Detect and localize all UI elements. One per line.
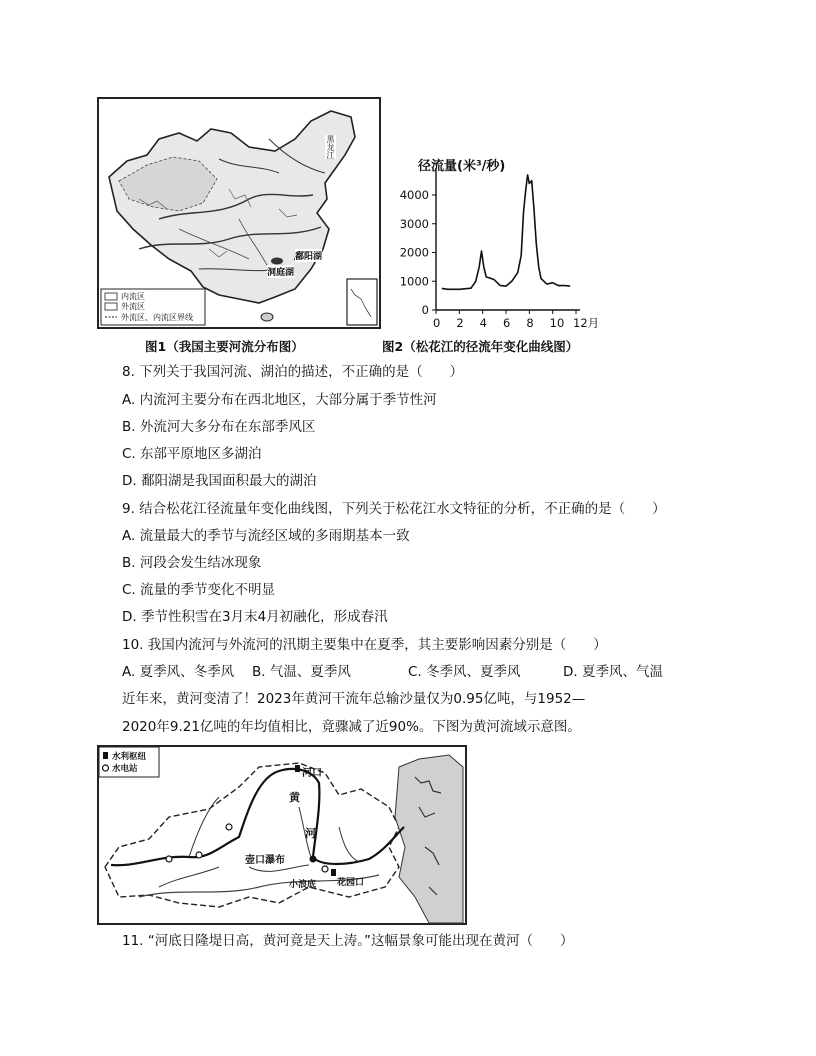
q8-option-d: D. 鄱阳湖是我国面积最大的湖泊 (122, 473, 317, 489)
q8-option-b: B. 外流河大多分布在东部季风区 (122, 419, 316, 435)
q8-stem: 8. 下列关于我国河流、湖泊的描述，不正确的是（ ） (122, 364, 464, 380)
y-axis-label: 径流量(米³/秒) (418, 159, 506, 174)
lake-label-poyang: 鄱阳湖 (295, 249, 322, 262)
label-huang: 黄 (289, 791, 300, 804)
label-hekou: 河口 (302, 768, 322, 779)
figure1-caption: 图1（我国主要河流分布图） (145, 339, 304, 354)
runoff-chart (390, 150, 600, 330)
q10-option-a: A. 夏季风、冬季风 (122, 664, 235, 680)
q11-stem: 11. “河底日隆堤日高，黄河竟是天上涛。”这幅景象可能出现在黄河（ ） (122, 933, 574, 949)
label-xiaolangdi: 小浪底 (289, 880, 317, 890)
figure2-caption: 图2（松花江的径流年变化曲线图） (382, 339, 579, 354)
q10-option-c: C. 冬季风、夏季风 (408, 664, 521, 680)
q9-stem: 9. 结合松花江径流量年变化曲线图，下列关于松花江水文特征的分析，不正确的是（ ） (122, 501, 666, 517)
y-tick-label: 2000 (399, 245, 429, 260)
legend-dam: 水利枢纽 (112, 752, 147, 762)
q10-option-b: B. 气温、夏季风 (252, 664, 351, 680)
y-tick-label: 0 (421, 303, 429, 317)
china-river-map (97, 97, 381, 329)
q10-stem: 10. 我国内流河与外流河的汛期主要集中在夏季，其主要影响因素分别是（ ） (122, 637, 607, 653)
q9-option-b: B. 河段会发生结冰现象 (122, 555, 262, 571)
q8-option-c: C. 东部平原地区多湖泊 (122, 446, 262, 462)
label-hukou-falls: 壶口瀑布 (245, 855, 285, 866)
x-tick-label: 10 (549, 316, 565, 330)
label-he: 河 (305, 827, 316, 840)
runoff-series-line (442, 175, 570, 289)
q9-option-d: D. 季节性积雪在3月末4月初融化，形成春汛 (122, 609, 388, 625)
x-tick-label: 8 (526, 316, 534, 330)
passage-line-1: 近年来，黄河变清了！2023年黄河干流年总输沙量仅为0.95亿吨，与1952— (122, 691, 586, 707)
q10-option-d: D. 夏季风、气温 (563, 664, 663, 680)
legend-boundary: 外流区、内流区界线 (121, 313, 193, 322)
y-tick-label: 3000 (399, 216, 429, 231)
x-tick-label: 4 (479, 316, 487, 330)
label-huayuankou: 花园口 (337, 878, 365, 888)
legend-hydropower: 水电站 (112, 764, 138, 774)
yellow-river-map (97, 745, 467, 925)
legend-inland: 内流区 (121, 292, 145, 301)
y-tick-label: 4000 (399, 188, 429, 202)
q9-option-a: A. 流量最大的季节与流经区域的多雨期基本一致 (122, 528, 410, 544)
q8-option-a: A. 内流河主要分布在西北地区，大部分属于季节性河 (122, 392, 437, 408)
passage-line-2: 2020年9.21亿吨的年均值相比，竟骤减了近90%。下图为黄河流域示意图。 (122, 719, 581, 735)
lake-label-dongting: 洞庭湖 (267, 265, 294, 278)
x-tick-label: 6 (503, 316, 511, 330)
y-tick-label: 1000 (399, 274, 429, 289)
legend-outflow: 外流区 (121, 302, 145, 311)
q9-option-c: C. 流量的季节变化不明显 (122, 582, 276, 598)
map-corner-label: 黑龙江 (326, 135, 335, 159)
x-tick-label: 0 (433, 316, 441, 330)
yellow-river-drawing (99, 747, 465, 923)
x-tick-label: 2 (456, 316, 464, 330)
x-tick-label: 12月 (573, 316, 600, 330)
